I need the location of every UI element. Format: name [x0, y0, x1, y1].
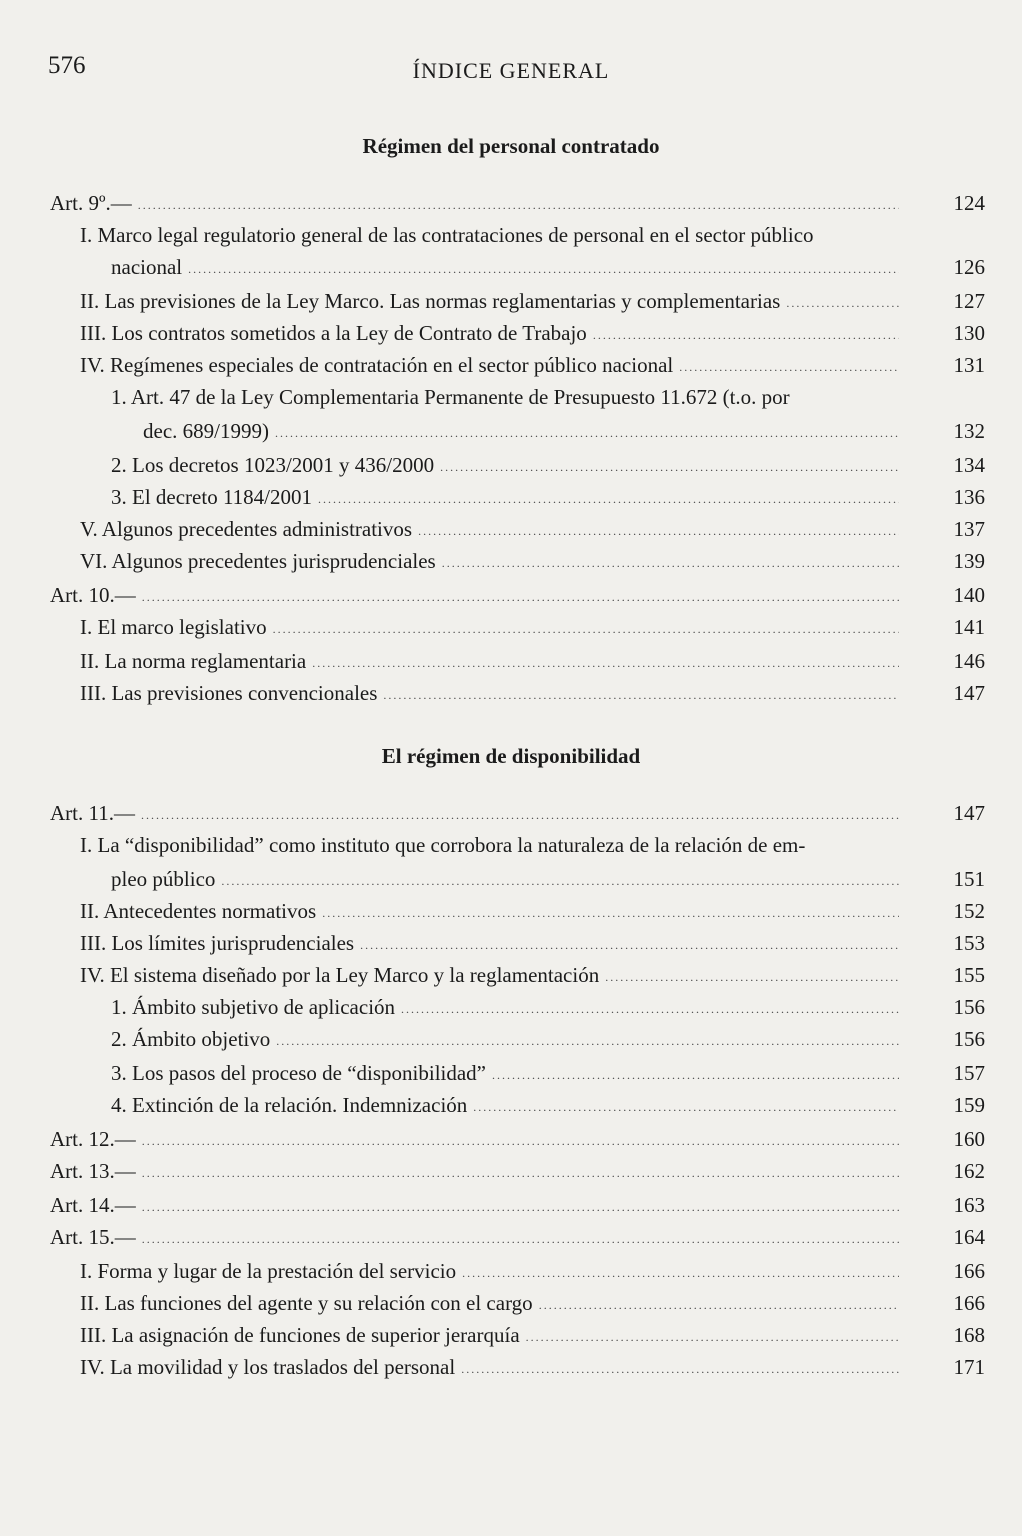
- toc-entry: [80, 1350, 985, 1380]
- toc-entry: [50, 1188, 985, 1218]
- dot-leader: [318, 492, 899, 510]
- dot-leader: [461, 1362, 899, 1380]
- toc-entry-label: 3. El decreto 1184/2001: [111, 485, 313, 509]
- toc-entry-label: 4. Extinción de la relación. Indemnización: [111, 1093, 468, 1117]
- toc-page-number: 140: [953, 583, 985, 607]
- toc-page-number: 141: [953, 615, 985, 639]
- toc-entry-label: dec. 689/1999): [143, 419, 269, 443]
- toc-entry-label: Art. 15.—: [50, 1225, 136, 1249]
- toc-entry-label: II. Las funciones del agente y su relación con el cargo: [80, 1291, 533, 1315]
- dot-leader: [383, 688, 899, 706]
- section-title: El régimen de disponibilidad: [381, 744, 641, 768]
- dot-leader: [138, 198, 899, 216]
- dot-leader: [322, 906, 899, 924]
- dot-leader: [786, 296, 899, 314]
- toc-page-number: 137: [953, 517, 985, 541]
- toc-page-number: 131: [953, 353, 985, 377]
- toc-entry-label: Art. 13.—: [50, 1159, 136, 1183]
- toc-entry: [80, 894, 985, 924]
- toc-entry-label: IV. Regímenes especiales de contratación en el sector público nacional: [80, 353, 674, 377]
- toc-page-number: 157: [953, 1061, 985, 1085]
- toc-entry: [80, 1286, 985, 1316]
- toc-entry: [111, 250, 985, 280]
- toc-entry-label: Art. 10.—: [50, 583, 136, 607]
- toc-entry-label: III. Los límites jurisprudenciales: [80, 931, 355, 955]
- toc-page-number: 155: [953, 963, 985, 987]
- toc-page-number: 166: [953, 1291, 985, 1315]
- toc-entry: [80, 676, 985, 706]
- toc-entry-label: II. Las previsiones de la Ley Marco. Las normas reglamentarias y complementarias: [80, 289, 781, 313]
- toc-entry-label: 2. Ámbito objetivo: [111, 1027, 271, 1051]
- toc-entry-label: III. Los contratos sometidos a la Ley de Contrato de Trabajo: [80, 321, 587, 345]
- toc-entry: [80, 610, 985, 640]
- running-head: ÍNDICE GENERAL: [412, 58, 610, 83]
- toc-page-number: 162: [953, 1159, 985, 1183]
- toc-entry: [111, 1022, 985, 1052]
- toc-entry-label: Art. 12.—: [50, 1127, 136, 1151]
- toc-entry-first-line: I. La “disponibilidad” como instituto que corrobora la naturaleza de la relación de em-: [80, 833, 806, 857]
- toc-page-number: 168: [953, 1323, 985, 1347]
- dot-leader: [273, 622, 899, 640]
- toc-entry-label: Art. 11.—: [50, 801, 135, 825]
- toc-entry: [111, 862, 985, 892]
- toc-page-number: 132: [953, 419, 985, 443]
- toc-entry-label: 3. Los pasos del proceso de “disponibilidad”: [111, 1061, 487, 1085]
- dot-leader: [276, 1034, 899, 1052]
- dot-leader: [142, 1134, 899, 1152]
- dot-leader: [526, 1330, 899, 1348]
- dot-leader: [492, 1068, 899, 1086]
- toc-entry-label: IV. El sistema diseñado por la Ley Marco y la reglamentación: [80, 963, 600, 987]
- dot-leader: [188, 262, 899, 280]
- toc-page-number: 156: [953, 995, 985, 1019]
- dot-leader: [142, 590, 899, 608]
- toc-entry-label: II. La norma reglamentaria: [80, 649, 307, 673]
- toc-entry: [80, 512, 985, 542]
- toc-entry: [50, 186, 985, 216]
- section-title: Régimen del personal contratado: [362, 134, 660, 158]
- toc-entry: [80, 926, 985, 956]
- toc-entry: [111, 480, 985, 510]
- toc-entry-label: II. Antecedentes normativos: [80, 899, 317, 923]
- dot-leader: [142, 1232, 899, 1250]
- toc-entry: [80, 284, 985, 314]
- toc-entry: [50, 1122, 985, 1152]
- toc-entry: [50, 578, 985, 608]
- toc-entry-label: VI. Algunos precedentes jurisprudenciales: [80, 549, 436, 573]
- toc-entry: [143, 414, 985, 444]
- toc-page-number: 152: [953, 899, 985, 923]
- dot-leader: [312, 656, 899, 674]
- dot-leader: [142, 1200, 899, 1218]
- dot-leader: [605, 970, 899, 988]
- toc-entry: [80, 348, 985, 378]
- toc-entry: [111, 448, 985, 478]
- toc-entry-label: pleo público: [111, 867, 216, 891]
- toc-entry: [50, 796, 985, 826]
- toc-entry: [80, 644, 985, 674]
- toc-page-number: 147: [953, 801, 985, 825]
- toc-page-number: 151: [953, 867, 985, 891]
- toc-entry-label: III. La asignación de funciones de superior jerarquía: [80, 1323, 520, 1347]
- toc-entry-label: III. Las previsiones convencionales: [80, 681, 378, 705]
- toc-page-number: 171: [953, 1355, 985, 1379]
- toc-page-number: 159: [953, 1093, 985, 1117]
- toc-entry: [80, 1254, 985, 1284]
- toc-entry: [111, 990, 985, 1020]
- toc-entry: [50, 1220, 985, 1250]
- toc-page-number: 130: [953, 321, 985, 345]
- toc-entry-label: 2. Los decretos 1023/2001 y 436/2000: [111, 453, 435, 477]
- toc-page-number: 139: [953, 549, 985, 573]
- toc-entry-label: 1. Ámbito subjetivo de aplicación: [111, 995, 396, 1019]
- toc-entry: [80, 958, 985, 988]
- toc-page-number: 136: [953, 485, 985, 509]
- toc-entry-label: I. El marco legislativo: [80, 615, 267, 639]
- toc-page-number: 153: [953, 931, 985, 955]
- dot-leader: [275, 426, 899, 444]
- toc-entry-label: nacional: [111, 255, 183, 279]
- toc-page-number: 124: [953, 191, 985, 215]
- dot-leader: [141, 808, 899, 826]
- toc-page-number: 160: [953, 1127, 985, 1151]
- toc-page-number: 163: [953, 1193, 985, 1217]
- dot-leader: [442, 556, 899, 574]
- toc-page-number: 166: [953, 1259, 985, 1283]
- toc-entry-label: V. Algunos precedentes administrativos: [80, 517, 413, 541]
- toc-entry: [80, 1318, 985, 1348]
- toc-entry: [111, 1056, 985, 1086]
- dot-leader: [462, 1266, 899, 1284]
- dot-leader: [418, 524, 899, 542]
- dot-leader: [679, 360, 899, 378]
- toc-page-number: 156: [953, 1027, 985, 1051]
- dot-leader: [360, 938, 899, 956]
- toc-page-number: 164: [953, 1225, 985, 1249]
- toc-entry-label: IV. La movilidad y los traslados del personal: [80, 1355, 456, 1379]
- toc-entry-first-line: 1. Art. 47 de la Ley Complementaria Permanente de Presupuesto 11.672 (t.o. por: [111, 385, 790, 409]
- toc-entry: [111, 1088, 985, 1118]
- toc-page-number: 134: [953, 453, 985, 477]
- toc-entry-label: Art. 9º.—: [50, 191, 132, 215]
- dot-leader: [142, 1166, 899, 1184]
- toc-entry-label: Art. 14.—: [50, 1193, 136, 1217]
- dot-leader: [539, 1298, 899, 1316]
- dot-leader: [473, 1100, 899, 1118]
- toc-entry: [50, 1154, 985, 1184]
- page-number: 576: [48, 52, 86, 79]
- dot-leader: [593, 328, 899, 346]
- dot-leader: [221, 874, 899, 892]
- toc-entry-first-line: I. Marco legal regulatorio general de las contrataciones de personal en el sector público: [80, 223, 814, 247]
- toc-page-number: 126: [953, 255, 985, 279]
- toc-page-number: 127: [953, 289, 985, 313]
- toc-entry: [80, 544, 985, 574]
- toc-entry: [80, 316, 985, 346]
- toc-entry-label: I. Forma y lugar de la prestación del servicio: [80, 1259, 457, 1283]
- dot-leader: [440, 460, 899, 478]
- toc-page-number: 146: [953, 649, 985, 673]
- toc-page-number: 147: [953, 681, 985, 705]
- dot-leader: [401, 1002, 899, 1020]
